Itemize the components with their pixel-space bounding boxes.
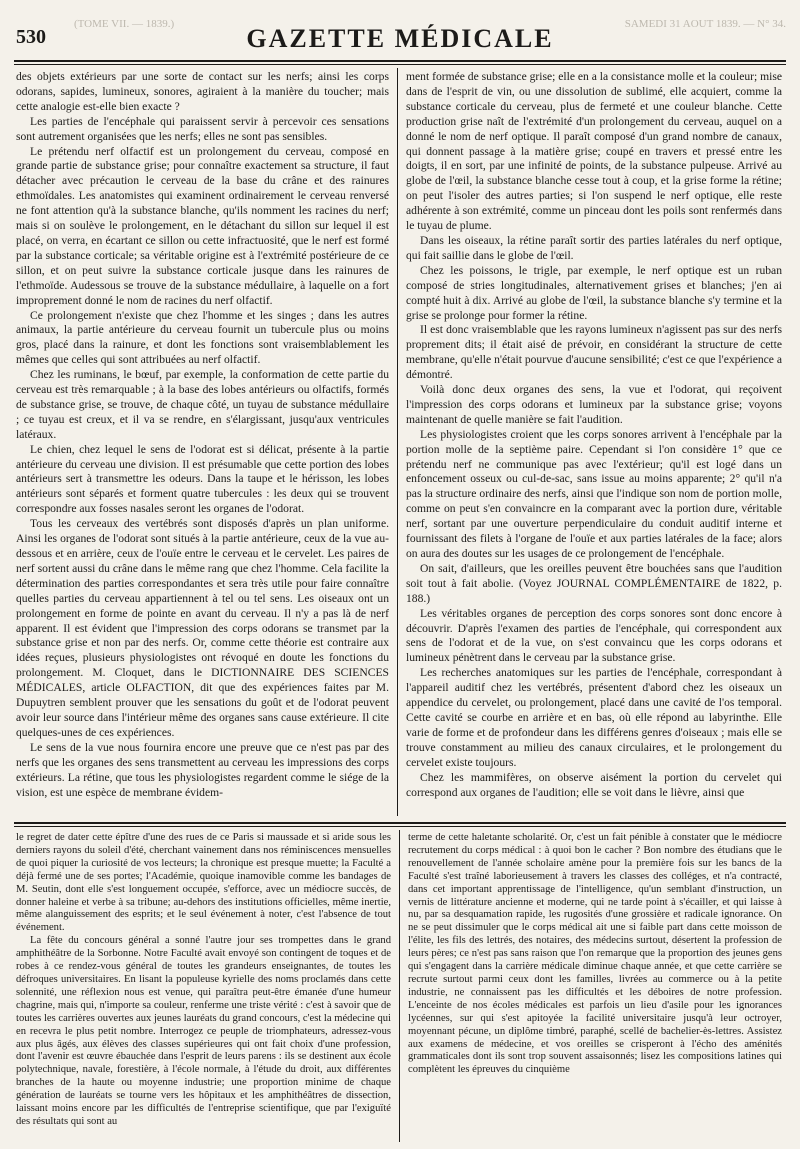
paragraph: Tous les cerveaux des vertébrés sont disposés d'après un plan uniforme. Ainsi les organes de l'odorat sont situés à la partie antérieure, ceux de la vue au-dessous et en arrière, ceux de l'ouïe entre le cerveau et le cervelet. Les paires de nerf sortent aussi du crâne dans le même rang que chez l'homme. Cela facilite la détermination des parties correspondantes et sera très utile pour faire connaître quelles parties du cerveau appartiennent à tel ou tel sens. Les oiseaux ont un prolongement en forme de pointe en avant du cerveau. Il n'y a pas là de nerf apparent. Il est évident que l'impression des corps odorans se transmet par la substance grise et non par des nerfs. Or, comme cette théorie est contraire aux idées reçues, plusieurs physiologistes ont révoqué en doute les fonctions du prolongement. M. Cloquet, dans le DICTIONNAIRE DES SCIENCES MÉDICALES, article OLFACTION, dit que des expériences faites par M. Dupuytren semblent prouver que les sensations du goût et de l'odorat peuvent avoir leur source dans l'intérieur même des organes sans cause extérieure. Il cite quelques-unes de ces expériences.	[16, 517, 389, 739]
paragraph: Les recherches anatomiques sur les parties de l'encéphale, correspondant à l'appareil auditif chez les vertébrés, présentent d'abord chez les oiseaux un appendice du cervelet, ou prolongement, placé dans une cavité de l'os temporal. Cette cavité se courbe en arrière et en bas, où elle répond au labyrinthe. Elle varie de forme et de profondeur dans les différens genres d'oiseaux ; mais elle se trouve constamment au milieu des canaux circulaires, et le prolongement du cervelet existe toujours.	[406, 666, 782, 769]
paragraph: Voilà donc deux organes des sens, la vue et l'odorat, qui reçoivent l'impression des corps odorans et lumineux par la substance grise; voyons maintenant de quelle manière se fait l'audition.	[406, 383, 782, 426]
paragraph: Les parties de l'encéphale qui paraissent servir à percevoir ces sensations sont autrement organisées que les nerfs; elles ne sont pas sensibles.	[16, 114, 389, 143]
paragraph: Chez les ruminans, le bœuf, par exemple, la conformation de cette partie du cerveau est très remarquable ; à la base des lobes antérieurs ou olfactifs, formés de substance grise, se trouve, de chaque côté, un tuyau de substance médullaire ; ce tuyau est creux, et il va se rendre, en s'élargissant, jusqu'aux ventricules latéraux.	[16, 368, 389, 441]
feuilleton-column-right	[408, 832, 782, 1140]
paragraph: Le sens de la vue nous fournira encore une preuve que ce n'est pas par des nerfs que les organes des sens transmettent au cerveau les impressions des corps extérieurs. La rétine, que tous les physiologistes regardent comme le siége de la vision, est une espèce de membrane évidem-	[16, 740, 389, 799]
feuilleton-column-left	[16, 832, 391, 1140]
page-header	[14, 14, 786, 54]
paragraph: Ce prolongement n'existe que chez l'homme et les singes ; dans les autres animaux, la partie antérieure du cerveau fournit un tubercule plus ou moins gros, placé dans la rainure, et dont les fonctions sont vraisemblablement les mêmes que celles qui sont attribuées au nerf olfactif.	[16, 308, 389, 367]
paragraph: La fête du concours général a sonné l'autre jour ses trompettes dans le grand amphithéâtre de la Sorbonne. Notre Faculté avait envoyé son contingent de toques et de robes à ce rendez-vous général de toutes les grandeurs enseignantes, de toutes les défroques universitaires. En lisant la populeuse kyrielle des noms proclamés dans cette solennité, une réflexion nous est venue, qui paraîtra peut-être émanée d'une humeur chagrine, mais qui, n'importe sa couleur, renferme une triste vérité : c'est à savoir que de toutes les carrières ouvertes aux jeunes lauréats du grand concours, c'est la médecine qui en recevra le plus petit nombre. Interrogez ce peuple de triomphateurs, adressez-vous aux plus âgés, aux élèves des classes supérieures qui ont fait choix d'une profession, dont l'avenir est œuvre ébauchée dans l'esprit de leurs parens : ils se destinent aux école polytechnique, navale, forestière, à l'école normale, à l'étude du droit, aux différentes branches de la haute ou moyenne industrie; une proportion minime de chaque génération de lauréats se tourne vers les hôpitaux et les amphithéâtres de dissection, laissant moins encore par les difficultés de l'entreprise scientifique, que par l'exiguïté des résultats qui sont au	[16, 935, 391, 1127]
paragraph: Il est donc vraisemblable que les rayons lumineux n'agissent pas sur des nerfs proprement dits; il était aisé de prévoir, en considérant la structure de cette membrane, qu'elle n'était pourvue d'aucune sensibilité; c'est ce que l'expérience a démontré.	[406, 323, 782, 382]
paragraph: Le prétendu nerf olfactif est un prolongement du cerveau, composé en grande partie de substance grise; pour connaître exactement sa structure, il faut détacher avec précaution le cerveau de la base du crâne et des rainures ethmoïdales. Les anatomistes qui examinent ordinairement le cerveau renversé ne font attention qu'à la substance blanche, qu'ils nomment les racines du nerf; mais si on soulève le prolongement, en le détachant du sillon sur lequel il est placé, on verra, en écartant ce sillon ou cette infractuosité, que le nerf est formé par la substance corticale; sa véritable origine est à l'extrémité postérieure de ce sillon, et on peut suivre la substance corticale jusque dans les rainures de l'ethmoïde. Audessous se trouve de la substance médullaire, à laquelle on a fort improprement donné le nom de racines du nerf olfactif.	[16, 144, 389, 307]
feuilleton-column-divider	[399, 830, 400, 1142]
journal-title: GAZETTE MÉDICALE	[246, 24, 554, 53]
feuilleton-rule-thin	[14, 826, 786, 827]
bleed-through-text: (TOME VII. — 1839.)	[74, 18, 175, 30]
header-rule	[14, 60, 786, 62]
bleed-through-text: SAMEDI 31 AOUT 1839. — N° 34.	[624, 18, 786, 30]
paragraph: Le chien, chez lequel le sens de l'odorat est si délicat, présente à la partie antérieure du cerveau une division. Il est présumable que cette portion des lobes antérieurs sert à transmettre les odeurs. Dans la taupe et le hérisson, les lobes antérieurs sont séparés et forment quatre tubercules : les deux qui se trouvent correspondre aux fosses nasales seront les organes de l'odorat.	[16, 442, 389, 516]
paragraph: terme de cette haletante scholarité. Or, c'est un fait pénible à constater que le médiocre recrutement du corps médical : à quoi bon le cacher ? Bon nombre des étudians que le renouvellement de l'année scholaire amène pour la première fois sur les bancs de la Faculté s'est traîné laborieusement à travers les classes des colléges, et n'a contracté, dans cet important apprentissage de l'intelligence, qu'un semblant d'instruction, un vernis de littérature ancienne et moderne, qui ne tarde point à s'écailler, et qui laisse à nu, par sa desquamation rapide, les rugosités d'une grossière et radicale ignorance. On ne se peut dissimuler que le corps médical ait une si faible part dans cette moisson de l'élite, les fils des lettrés, des notaires, des médecins surtout, désertent la profession de leurs pères; ce n'est pas sans raison que l'on remarque que la proportion des jeunes gens qui s'engagent dans la carrière médicale diminue chaque année, et que cette carrière se recrute surtout parmi ceux dont les familles, livrées au commerce ou à la petite industrie, ne connaissent pas les difficultés et les déboires de notre profession. L'enceinte de nos écoles médicales est parfois un lieu d'asile pour les ignorances lycéennes, sur qui s'est apitoyée la facilité universitaire jusqu'à leur octroyer, moyennant pécune, un diplôme timbré, paraphé, scellé de bachelier-ès-lettres. Assistez aux examens de médecine, et vos oreilles se crisperont à l'écho des aménités grammaticales dont ils sont trop souvent assaisonnés; lisez les compositions latines qui complètent les épreuves du cinquième	[408, 832, 782, 1076]
paragraph: Chez les mammifères, on observe aisément la portion du cervelet qui correspond aux organes de l'audition; elle se voit dans le lièvre, ainsi que	[406, 770, 782, 799]
feuilleton-rule	[14, 822, 786, 824]
page-number: 530	[16, 26, 46, 48]
paragraph: des objets extérieurs par une sorte de contact sur les nerfs; ainsi les corps odorans, sapides, lumineux, sonores, agiraient à la manière du toucher; mais cette analogie est-elle bien exacte ?	[16, 70, 389, 113]
paragraph: ment formée de substance grise; elle en a la consistance molle et la couleur; mise dans de l'esprit de vin, ou une dissolution de sublimé, elle acquiert, comme la substance corticale du cerveau, plus de fermeté et une couleur blanche. Cette production grise naît de l'extrémité d'un prolongement du cerveau, auquel on a donné le nom de nerf optique. Il paraît composé d'un grand nombre de canaux, qui donnent passage à la matière grise; coupé en travers et pressé entre les doigts, il en sort, par une infinité de points, de la substance pulpeuse. Arrivé au globe de l'œil, la substance blanche cesse tout à coup, et la grise forme la rétine; on peut l'isoler des autres parties; si l'on suspend le nerf optique, elle reste adhérente à son extrémité, comme un pinceau dont les poils sont renfermés dans le tuyau de plume.	[406, 70, 782, 233]
article-column-left	[16, 70, 389, 812]
column-divider	[397, 68, 398, 816]
paragraph: Chez les poissons, le trigle, par exemple, le nerf optique est un ruban composé de stries longitudinales, alternativement grises et blanches; j'en ai compté huit à dix. Arrivé au globe de l'œil, la substance blanche s'y termine et la grise se prolonge pour former la rétine.	[406, 263, 782, 322]
article-column-right	[406, 70, 782, 812]
header-rule-thin	[14, 64, 786, 65]
paragraph: Les physiologistes croient que les corps sonores arrivent à l'encéphale par la portion molle de la septième paire. Cependant si l'on considère 1° que ce prétendu nerf ne communique pas avec l'extérieur; qu'il est logé dans un enfoncement osseux ou cul-de-sac, sans issue au moins apparente; 2° qu'il n'a pas la structure ordinaire des nerfs, ainsi que l'indique son nom de portion molle, comme on peut s'en convaincre en la comparant avec la portion dure, véritable nerf, sortant par une ouverture perpendiculaire du conduit auditif interne et fournissant des filets à l'organe de l'ouïe et aux parties latérales de la face; alors on aura des doutes sur les usages de ce prolongement de l'encéphale.	[406, 427, 782, 560]
paragraph: Les véritables organes de perception des corps sonores sont donc encore à découvrir. D'après l'examen des parties de l'encéphale, qui correspondent aux sens de l'odorat et de la vue, on s'est convaincu que les corps odorans et lumineux pénètrent dans le cerveau par la substance grise.	[406, 606, 782, 665]
paragraph: On sait, d'ailleurs, que les oreilles peuvent être bouchées sans que l'audition soit tout à fait abolie. (Voyez JOURNAL COMPLÉMENTAIRE de 1822, p. 188.)	[406, 561, 782, 605]
paragraph: Dans les oiseaux, la rétine paraît sortir des parties latérales du nerf optique, qui fait saillie dans le globe de l'œil.	[406, 233, 782, 262]
paragraph: le regret de dater cette épître d'une des rues de ce Paris si maussade et si aride sous les derniers rayons du soleil d'été, cherchant vainement dans nos réminiscences mensuelles de quoi piquer la curiosité de vos lecteurs; la chronique est presque muette; la Faculté a déjà fermé une de ses portes; l'Académie, quoique inamovible comme les bandages de M. Seutin, dont elle s'est longuement occupée, s'efforce, avec un médiocre succès, de donner haleine et verbe à sa tribune; au-dehors des institutions officielles, même inertie, même alanguissement des esprits; et le seul événement à noter, c'est l'absence de tout événement.	[16, 832, 391, 934]
